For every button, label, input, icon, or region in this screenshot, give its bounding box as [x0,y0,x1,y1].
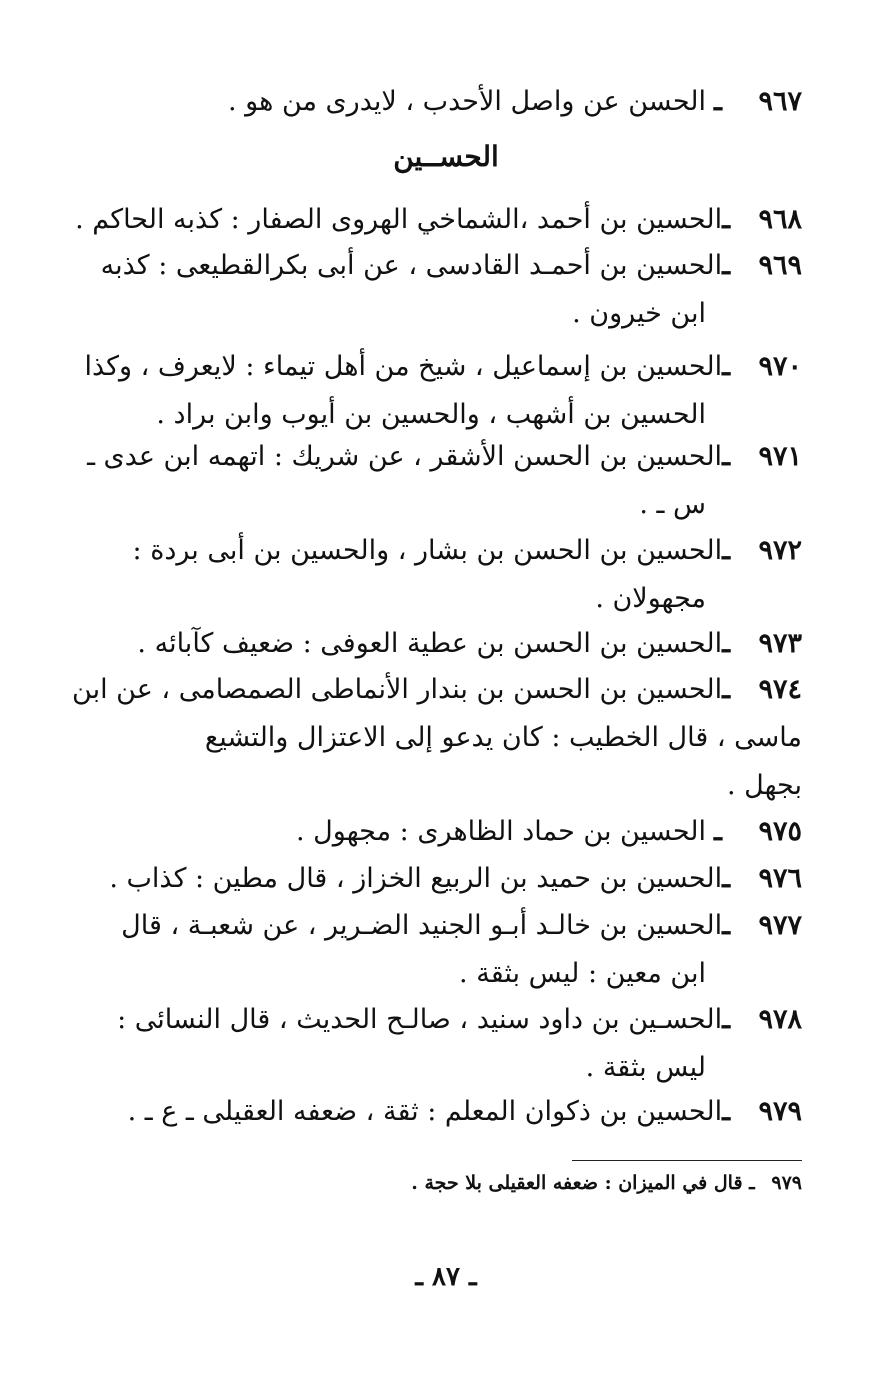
entry-text: الحسين بن الحسن بن بشار ، والحسين بن أبى بردة : [132,535,723,566]
entry-dash: ـ [722,628,730,659]
entry-969 [100,242,802,338]
footnote [152,1172,802,1194]
entry-dash: ـ [722,1004,730,1035]
entry-dash: ـ [714,816,722,847]
entry-line [152,78,802,126]
entry-dash: ـ [714,86,722,117]
entry-967 [152,78,802,126]
entry-continuation: ابن معين : ليس بثقة . [459,958,706,989]
entry-975 [152,808,802,856]
entry-dash: ـ [722,674,730,705]
entry-dash: ـ [722,863,730,894]
entry-continuation: ابن خيرون . [572,298,706,329]
entry-dash: ـ [722,535,730,566]
entry-line [75,196,802,244]
entry-dash: ـ [722,910,730,941]
entry-continuation: ماسى ، قال الخطيب : كان يدعو إلى الاعتزال والتشيع [204,722,802,753]
entry-line [132,527,802,575]
entry-continuation: بجهل . [726,770,802,801]
entry-continuation: مجهولان . [595,583,706,614]
page-number: ـ ٨٧ ـ [415,1262,477,1292]
entry-line [117,996,802,1044]
entry-dash: ـ [722,250,730,281]
entry-line [127,1088,802,1136]
entry-970 [84,343,802,439]
entry-text: الحسين بن حميد بن الربيع الخزاز ، قال مطين : كذاب . [109,863,723,894]
entry-line [72,666,802,714]
entry-number: ٩٦٨ [758,204,802,235]
footnote-number: ٩٧٩ [771,1172,802,1194]
entry-number: ٩٧٠ [758,351,802,382]
entry-number: ٩٧٦ [758,863,802,894]
footnote-divider [572,1160,802,1161]
entry-text: الحسين بن ذكوان المعلم : ثقة ، ضعفه العقيلى ـ ع ـ . [127,1096,723,1127]
entry-number: ٩٧٣ [758,628,802,659]
entry-number: ٩٧٩ [758,1096,802,1127]
entry-dash: ـ [722,204,730,235]
entry-line [84,343,802,391]
footnote-dash: ـ [749,1172,755,1194]
entry-number: ٩٧٨ [758,1004,802,1035]
entry-dash: ـ [722,1096,730,1127]
entry-dash: ـ [722,351,730,382]
entry-973 [137,620,802,668]
entry-number: ٩٧٥ [758,816,802,847]
entry-line [121,902,802,950]
entry-line [137,620,802,668]
entry-continuation: س ـ . [639,489,706,520]
entry-number: ٩٧٤ [758,674,802,705]
entry-text: الحسين بن إسماعيل ، شيخ من أهل تيماء : لايعرف ، وكذا [84,351,723,382]
entry-972 [132,527,802,623]
entry-text: الحسين بن أحمـد القادسى ، عن أبى بكرالقطيعى : كذبه [100,250,723,281]
section-heading: الحســين [393,140,499,173]
entry-line [152,808,802,856]
entry-number: ٩٧١ [758,441,802,472]
entry-text: الحسين بن الحسن بن بندار الأنماطى الصمصامى ، عن ابن [72,674,723,705]
entry-continuation: ليس بثقة . [585,1052,706,1083]
entry-text: الحسين بن خالـد أبـو الجنيد الضـرير ، عن شعبـة ، قال [121,910,723,941]
entry-line [100,242,802,290]
entry-line [109,855,802,903]
entry-text: الحسين بن حماد الظاهرى : مجهول . [295,816,706,847]
entry-977 [121,902,802,998]
entry-number: ٩٧٢ [758,535,802,566]
entry-continuation: الحسين بن أشهب ، والحسين بن أيوب وابن براد . [156,399,706,430]
footnote-text: قال في الميزان : ضعفه العقيلى بلا حجة . [411,1172,743,1194]
entry-number: ٩٦٩ [758,250,802,281]
entry-text: الحسين بن الحسن الأشقر ، عن شريك : اتهمه ابن عدى ـ [87,441,723,472]
entry-text: الحسين بن الحسن بن عطية العوفى : ضعيف كآبائه . [137,628,723,659]
entry-976 [109,855,802,903]
entry-text: الحسين بن أحمد ،الشماخي الهروى الصفار : كذبه الحاكم . [75,204,723,235]
entry-978 [117,996,802,1092]
entry-text: الحسـين بن داود سنيد ، صالـح الحديث ، قال النسائى : [117,1004,723,1035]
entry-number: ٩٦٧ [758,86,802,117]
entry-979 [127,1088,802,1136]
entry-968 [75,196,802,244]
entry-line [87,433,802,481]
entry-text: الحسن عن واصل الأحدب ، لايدرى من هو . [228,86,706,117]
entry-number: ٩٧٧ [758,910,802,941]
entry-974 [72,666,802,810]
entry-dash: ـ [722,441,730,472]
entry-971 [87,433,802,529]
